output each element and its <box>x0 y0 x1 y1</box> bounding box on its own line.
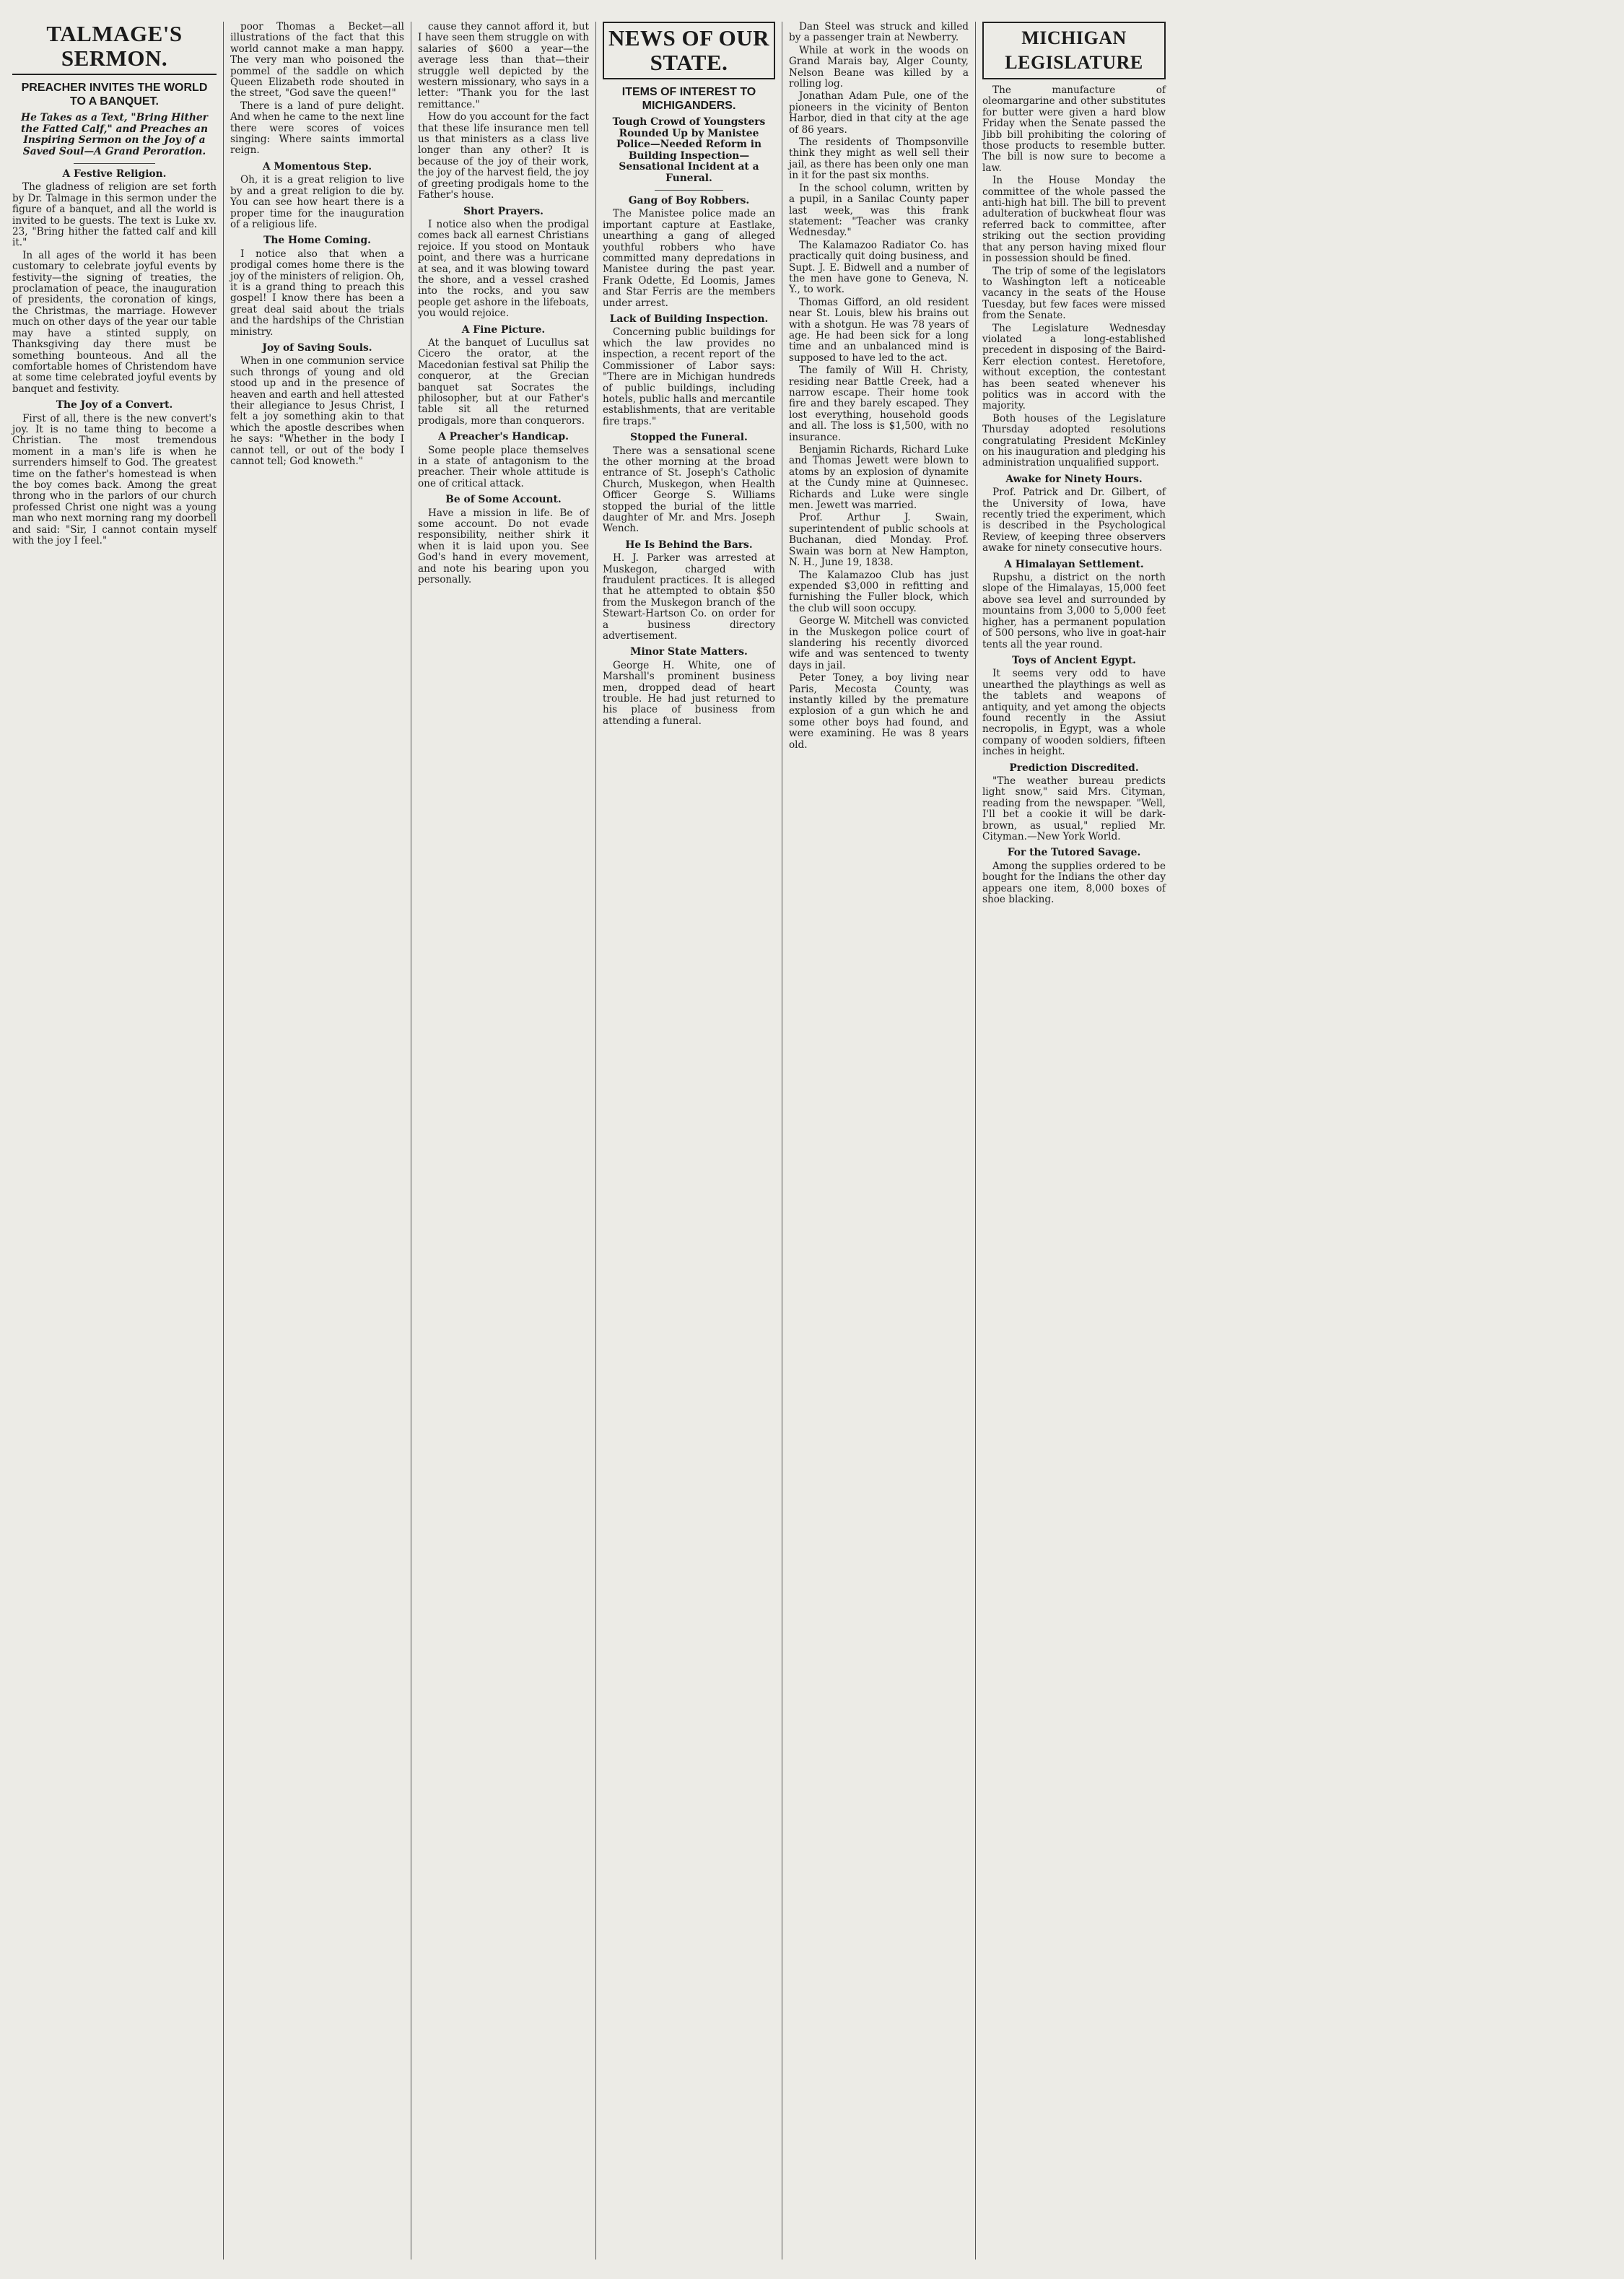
subhead: The Joy of a Convert. <box>56 399 173 411</box>
paragraph: Jonathan Adam Pule, one of the pioneers in the vicinity of Benton Harbor, died in that city at the age of 86 years. <box>789 90 969 136</box>
paragraph: poor Thomas a Becket—all illustrations of the fact that this world cannot make a man happy. The very man who poisoned the pommel of the saddle on which Queen Elizabeth rode shouted in the street, "God save the queen!" <box>230 22 404 100</box>
paragraph: Both houses of the Legislature Thursday adopted resolutions congratulating President McKinley on his inauguration and pledging his administration unqualified support. <box>982 412 1166 469</box>
column-3 <box>411 22 596 2260</box>
paragraph: Peter Toney, a boy living near Paris, Mecosta County, was instantly killed by the premature explosion of a gun which he and some other boys had found, and were examining. He was 8 years old. <box>789 672 969 751</box>
headline-deck: He Takes as a Text, "Bring Hither the Fatted Calf," and Preaches an Inspiring Sermon on the Joy of a Saved Soul—A Grand Peroration. <box>20 112 209 157</box>
paragraph: In the House Monday the committee of the whole passed the anti-high hat bill. The bill to prevent adulteration of buckwheat flour was referred back to committee, after striking out the section providing that any person having mixed flour in possession should be fined. <box>982 175 1166 265</box>
subhead: A Himalayan Settlement. <box>1004 558 1144 570</box>
subhead: The Home Coming. <box>263 235 371 247</box>
paragraph: The Kalamazoo Radiator Co. has practically quit doing business, and Supt. J. E. Bidwell and a number of the men have gone to Geneva, N. Y., to work. <box>789 239 969 296</box>
paragraph: Prof. Arthur J. Swain, superintendent of public schools at Buchanan, died Monday. Prof. Swain was born at New Hampton, N. H., June 19, 1838. <box>789 512 969 569</box>
paragraph: First of all, there is the new convert's joy. It is no tame thing to become a Christian. The most tremendous moment in a man's life is when he surrenders himself to God. The greatest time on the father's homestead is when the boy comes back. Among the great throng who in the parlors of our church professed Christ one night was a young man who next morning rang my doorbell and said: "Sir, I cannot contain myself with the joy I feel." <box>12 412 217 546</box>
paragraph: George W. Mitchell was convicted in the Muskegon police court of slandering his recently divorced wife and was sentenced to twenty days in jail. <box>789 615 969 671</box>
paragraph: When in one communion service such throngs of young and old stood up and in the presence of heaven and earth and hell attested their allegiance to Jesus Christ, I felt a joy something akin to that which the apostle describes when he says: "Whether in the body I cannot tell, or out of the body I cannot tell; God knoweth." <box>230 355 404 468</box>
column-5 <box>782 22 976 2260</box>
subhead: Short Prayers. <box>463 205 543 217</box>
subhead: Gang of Boy Robbers. <box>628 195 750 206</box>
subhead: Joy of Saving Souls. <box>262 341 372 354</box>
paragraph: Prof. Patrick and Dr. Gilbert, of the University of Iowa, have recently tried the experiment, which is described in the Psychological Review, of keeping three observers awake for ninety consecutive hours. <box>982 487 1166 554</box>
column-4 <box>596 22 782 2260</box>
paragraph: Oh, it is a great religion to live by and a great religion to die by. You can see how heart there is a proper time for the inauguration of a religious life. <box>230 174 404 230</box>
subhead: Stopped the Funeral. <box>630 432 748 444</box>
paragraph: The residents of Thompsonville think they might as well sell their jail, as there has been only one man in it for the past six months. <box>789 136 969 182</box>
paragraph: cause they cannot afford it, but I have seen them struggle on with salaries of $600 a year—the average less than that—their struggle well depicted by the western missionary, who says in a letter: "Thank you for the last remittance." <box>418 22 589 110</box>
paragraph: Among the supplies ordered to be bought for the Indians the other day appears one item, 8,000 boxes of shoe blacking. <box>982 860 1166 906</box>
paragraph: There is a land of pure delight. And when he came to the next line there were scores of voices singing: Where saints immortal reign. <box>230 100 404 157</box>
paragraph: Dan Steel was struck and killed by a passenger train at Newberry. <box>789 22 969 44</box>
subhead: A Festive Religion. <box>62 168 167 180</box>
subhead: Awake for Ninety Hours. <box>1005 473 1143 485</box>
paragraph: Some people place themselves in a state of antagonism to the preacher. Their whole attitude is one of critical attack. <box>418 444 589 489</box>
paragraph: It seems very odd to have unearthed the playthings as well as the tablets and weapons of antiquity, and yet among the objects found recently in the Assiut necropolis, in Egypt, was a whole company of wooden soldiers, fifteen inches in height. <box>982 668 1166 758</box>
divider <box>74 163 155 164</box>
subhead: Minor State Matters. <box>630 646 748 658</box>
paragraph: At the banquet of Lucullus sat Cicero the orator, at the Macedonian festival sat Philip the conqueror, at the Grecian banquet sat Socrates the philosopher, but at our Father's table sit all the returned prodigals, more than conquerors. <box>418 336 589 427</box>
paragraph: The gladness of religion are set forth by Dr. Talmage in this sermon under the figure of a banquet, and all the world is invited to be guests. The text is Luke xv. 23, "Bring hither the fatted calf and kill it." <box>12 181 217 249</box>
column-6 <box>976 22 1172 2260</box>
paragraph: I notice also that when a prodigal comes home there is the joy of the ministers of religion. Oh, it is a grand thing to preach this gospel! I know there has been a great deal said about the trials and the hardships of the Christian ministry. <box>230 248 404 338</box>
paragraph: George H. White, one of Marshall's prominent business men, dropped dead of heart trouble. He had just returned to his place of business from attending a funeral. <box>603 659 775 727</box>
masthead-michigan-legislature: MICHIGAN LEGISLATURE <box>982 22 1166 79</box>
headline: ITEMS OF INTEREST TO MICHIGANDERS. <box>621 86 756 112</box>
subhead: He Is Behind the Bars. <box>625 539 753 551</box>
paragraph: Have a mission in life. Be of some account. Do not evade responsibility, neither shirk it when it is laid upon you. See God's hand in every movement, and note his bearing upon you personally. <box>418 507 589 586</box>
paragraph: The family of Will H. Christy, residing near Battle Creek, had a narrow escape. Their home took fire and they barely escaped. They lost everything, household goods and all. The loss is $1,500, with no insurance. <box>789 365 969 443</box>
paragraph: Rupshu, a district on the north slope of the Himalayas, 15,000 feet above sea level and surrounded by mountains from 3,000 to 5,000 feet higher, has a permanent population of 500 persons, who live in goat-hair tents all the year round. <box>982 572 1166 650</box>
subhead: Lack of Building Inspection. <box>609 313 769 326</box>
paragraph: I notice also when the prodigal comes back all earnest Christians rejoice. If you stood on Montauk point, and there was a hurricane at sea, and it was blowing toward the shore, and a vessel crashed into the rocks, and you saw people get ashore in the lifeboats, you would rejoice. <box>418 218 589 320</box>
paragraph: The trip of some of the legislators to Washington left a noticeable vacancy in the seats of the House Tuesday, but few faces were missed from the Senate. <box>982 265 1166 322</box>
headline-deck: Tough Crowd of Youngsters Rounded Up by Manistee Police—Needed Reform in Building Inspection—Sensational Incident at a Funeral. <box>612 116 766 184</box>
paragraph: Concerning public buildings for which the law provides no inspection, a recent report of the Commissioner of Labor says: "There are in Michigan hundreds of public buildings, including hotels, public halls and mercantile establishments, that are veritable fire traps." <box>603 326 775 427</box>
subhead: A Fine Picture. <box>461 323 546 336</box>
column-2 <box>224 22 411 2260</box>
paragraph: How do you account for the fact that these life insurance men tell us that ministers as a class live longer than any other? It is because of the joy of their work, the joy of the harvest field, the joy of greeting prodigals home to the Father's house. <box>418 111 589 201</box>
subhead: A Momentous Step. <box>262 160 372 173</box>
paragraph: The manufacture of oleomargarine and other substitutes for butter were given a hard blow Friday when the Senate passed the Jibb bill prohibiting the coloring of those products to resemble butter. The bill is now sure to become a law. <box>982 84 1166 174</box>
paragraph: "The weather bureau predicts light snow," said Mrs. Cityman, reading from the newspaper. "Well, I'll bet a cookie it will be dark-brown, as usual," replied Mr. Cityman.—New York World. <box>982 775 1166 842</box>
paragraph: While at work in the woods on Grand Marais bay, Alger County, Nelson Beane was killed by a rolling log. <box>789 44 969 90</box>
paragraph: In all ages of the world it has been customary to celebrate joyful events by festivity—the signing of treaties, the proclamation of peace, the inauguration of presidents, the coronation of kings, the Christmas, the marriage. However much on other days of the year our table may have a stinted supply, on Thanksgiving day there must be something bounteous. And all the comfortable homes of Christendom have at some time celebrated joyful events by banquet and festivity. <box>12 249 217 395</box>
subhead: Toys of Ancient Egypt. <box>1012 654 1136 666</box>
paragraph: There was a sensational scene the other morning at the broad entrance of St. Joseph's Catholic Church, Muskegon, when Health Officer George S. Williams stopped the burial of the little daughter of Mr. and Mrs. Joseph Wench. <box>603 445 775 535</box>
subhead: Prediction Discredited. <box>1009 762 1139 774</box>
column-1 <box>6 22 224 2260</box>
subhead: For the Tutored Savage. <box>1007 847 1141 859</box>
subhead: Be of Some Account. <box>445 494 562 506</box>
paragraph: H. J. Parker was arrested at Muskegon, charged with fraudulent practices. It is alleged that he attempted to obtain $50 from the Muskegon branch of the Stewart-Hartson Co. on order for a business directory advertisement. <box>603 552 775 642</box>
paragraph: Thomas Gifford, an old resident near St. Louis, blew his brains out with a shotgun. He was 78 years of age. He had been sick for a long time and an unbalanced mind is supposed to have led to the act. <box>789 296 969 364</box>
paragraph: Benjamin Richards, Richard Luke and Thomas Jewett were blown to atoms by an explosion of dynamite at the Cundy mine at Quinnesec. Richards and Luke were single men. Jewett was married. <box>789 444 969 512</box>
masthead-talmage-sermon: TALMAGE'S SERMON. <box>12 22 217 75</box>
subhead: A Preacher's Handicap. <box>438 431 569 443</box>
divider <box>655 190 724 191</box>
masthead-news-of-our-state: NEWS OF OUR STATE. <box>603 22 775 79</box>
paragraph: The Legislature Wednesday violated a long-established precedent in disposing of the Baird-Kerr election contest. Heretofore, without exception, the contestant has been seated whenever his politics was in accord with the majority. <box>982 322 1166 412</box>
headline: PREACHER INVITES THE WORLD TO A BANQUET. <box>21 82 208 108</box>
paragraph: The Manistee police made an important capture at Eastlake, unearthing a gang of alleged youthful robbers who have committed many depredations in Manistee during the past year. Frank Odette, Ed Loomis, James and Star Ferris are the members under arrest. <box>603 208 775 309</box>
paragraph: The Kalamazoo Club has just expended $3,000 in refitting and furnishing the Fuller block, which the club will soon occupy. <box>789 569 969 614</box>
paragraph: In the school column, written by a pupil, in a Sanilac County paper last week, was this frank statement: "Teacher was cranky Wednesday." <box>789 182 969 239</box>
